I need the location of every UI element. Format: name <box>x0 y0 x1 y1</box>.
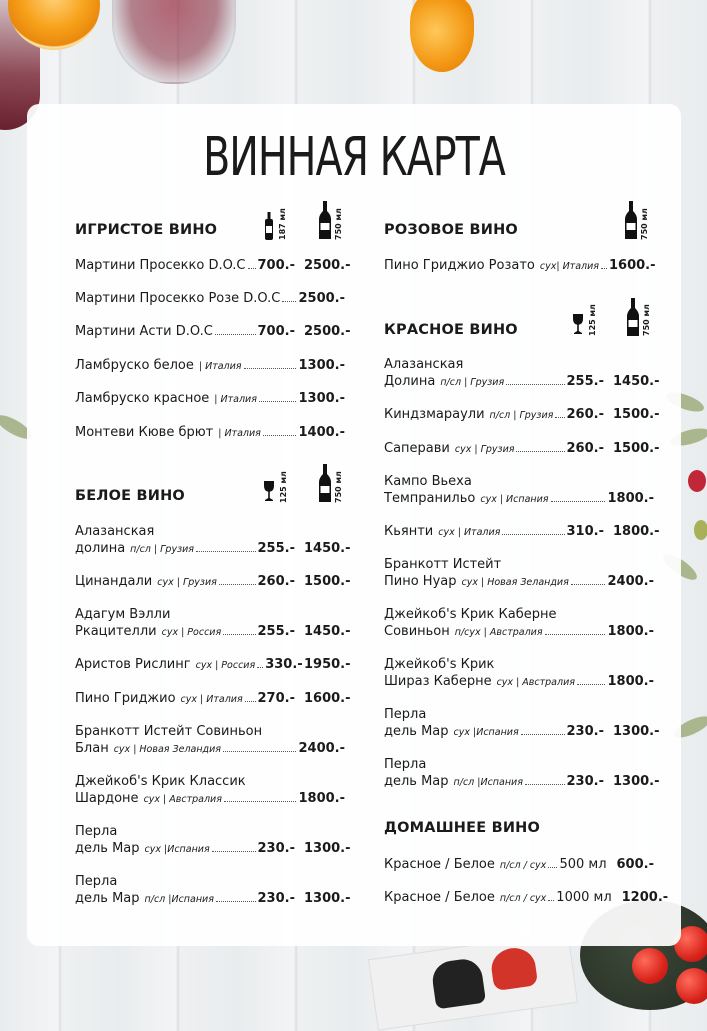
wine-name: долина <box>75 541 126 556</box>
wine-name-line1: Джейкоб's Крик <box>384 657 495 672</box>
dot-leader <box>545 634 606 635</box>
wine-name: Кьянти <box>384 524 434 539</box>
price-bottle: 2400.- <box>298 741 345 756</box>
menu-item <box>384 524 660 539</box>
price-bottle: 2500.- <box>298 291 345 306</box>
col-label-750: 750 мл <box>334 471 343 503</box>
dot-leader <box>248 268 256 269</box>
wine-glass-icon <box>263 481 275 501</box>
wine-bottle-icon <box>319 464 331 502</box>
wine-origin: сух | Испания <box>480 494 549 505</box>
wine-glass-decoration <box>112 0 236 84</box>
wine-name-line1: Бранкотт Истейт <box>384 557 502 572</box>
wine-origin: п/сл / сух <box>499 893 547 904</box>
dot-leader <box>282 301 296 302</box>
price-bottle: 1300.- <box>304 891 351 906</box>
wine-origin: сух | Грузия <box>157 577 217 588</box>
price-glass: 260.- <box>566 441 604 456</box>
dot-leader <box>259 401 297 402</box>
price-bottle: 2400.- <box>607 574 654 589</box>
price-bottle: 1300.- <box>613 724 660 739</box>
dot-leader <box>215 334 256 335</box>
dot-leader <box>212 851 256 852</box>
wine-origin: сух |Испания <box>453 727 519 738</box>
wine-origin: сух | Россия <box>195 660 256 671</box>
wine-name: Цинандали <box>75 574 153 589</box>
price-glass: 255.- <box>566 374 604 389</box>
wine-name-line1: Перла <box>384 707 427 722</box>
dot-leader <box>223 751 296 752</box>
wine-name-line1: Перла <box>384 757 427 772</box>
section-heading-sparkling: ИГРИСТОЕ ВИНО <box>75 222 218 238</box>
dot-leader <box>548 900 554 901</box>
wine-origin: | Италия <box>198 361 242 372</box>
wine-origin: сух | Австралия <box>496 677 575 688</box>
price-glass: 230.- <box>566 774 604 789</box>
menu-item <box>384 258 654 273</box>
dot-leader <box>555 417 564 418</box>
dot-leader <box>516 451 564 452</box>
wine-name: Шардоне <box>75 791 139 806</box>
wine-name: Ламбруско красное <box>75 391 210 406</box>
menu-item <box>75 791 345 806</box>
wine-name: дель Мар <box>75 891 140 906</box>
price-bottle: 1500.- <box>613 441 660 456</box>
wine-name: Шираз Каберне <box>384 674 492 689</box>
menu-item <box>75 841 351 856</box>
wine-name-line1: Перла <box>75 874 118 889</box>
wine-origin: сух | Новая Зеландия <box>461 577 569 588</box>
price-bottle: 1450.- <box>304 541 351 556</box>
dot-leader <box>502 534 564 535</box>
wine-name: Саперави <box>384 441 450 456</box>
wine-origin: сух | Австралия <box>143 794 222 805</box>
wine-bottle-icon <box>627 298 639 336</box>
orange-slice-decoration <box>410 0 474 72</box>
dot-leader <box>224 801 297 802</box>
price-glass: 230.- <box>257 841 295 856</box>
wine-origin: сух | Италия <box>438 527 501 538</box>
wine-origin: сух | Россия <box>161 627 222 638</box>
price-glass: 255.- <box>257 624 295 639</box>
price-bottle: 1450.- <box>613 374 660 389</box>
col-label-750: 750 мл <box>642 304 651 336</box>
dot-leader <box>571 584 606 585</box>
wine-name: Темпранильо <box>384 491 476 506</box>
wine-name-line1: Джейкоб's Крик Классик <box>75 774 246 789</box>
menu-item <box>384 441 660 456</box>
col-label-750: 750 мл <box>334 208 343 240</box>
dot-leader <box>551 501 606 502</box>
wine-origin: п/сл |Испания <box>453 777 523 788</box>
price-glass: 255.- <box>257 541 295 556</box>
wine-origin: п/сл | Грузия <box>130 544 195 555</box>
olive-decoration <box>694 520 707 540</box>
tomato-decoration <box>676 968 707 1004</box>
price-bottle: 1500.- <box>613 407 660 422</box>
section-heading-red: КРАСНОЕ ВИНО <box>384 322 518 338</box>
menu-item <box>75 691 351 706</box>
price-bottle: 2500.- <box>304 324 351 339</box>
wine-origin: п/сл |Испания <box>144 894 214 905</box>
dot-leader <box>216 901 256 902</box>
tomato-decoration <box>632 948 668 984</box>
wine-name: Аристов Рислинг <box>75 657 191 672</box>
menu-item <box>75 657 351 672</box>
price-bottle: 1300.- <box>304 841 351 856</box>
wine-origin: сух | Италия <box>180 694 243 705</box>
wine-origin: | Италия <box>214 394 257 405</box>
bottle-label-decoration <box>368 931 578 1030</box>
dot-leader <box>521 734 565 735</box>
wine-name: Красное / Белое <box>384 890 495 905</box>
dot-leader <box>245 701 256 702</box>
price-bottle: 1400.- <box>298 425 345 440</box>
price-bottle: 1450.- <box>304 624 351 639</box>
price-glass: 230.- <box>566 724 604 739</box>
wine-name: Мартини Просекко Розе D.O.C <box>75 291 281 306</box>
dot-leader <box>577 684 606 685</box>
wine-name-line1: Перла <box>75 824 118 839</box>
wine-origin: п/сух | Австралия <box>454 627 543 638</box>
menu-item <box>384 674 654 689</box>
section-heading-rose: РОЗОВОЕ ВИНО <box>384 222 518 238</box>
price-bottle: 1500.- <box>304 574 351 589</box>
menu-item <box>384 724 660 739</box>
price-bottle: 1600.- <box>609 258 656 273</box>
dot-leader <box>244 368 297 369</box>
menu-item <box>384 574 654 589</box>
wine-name: Монтеви Кюве брют <box>75 425 214 440</box>
wine-glass-icon <box>572 314 584 334</box>
menu-item <box>384 491 654 506</box>
wine-name: дель Мар <box>384 774 449 789</box>
price-glass: 310.- <box>566 524 604 539</box>
col-label-750: 750 мл <box>640 208 649 240</box>
menu-item <box>75 574 351 589</box>
wine-origin: сух | Новая Зеландия <box>113 744 222 755</box>
menu-item <box>75 324 351 339</box>
col-label-125: 125 мл <box>588 304 597 336</box>
wine-name-line1: Джейкоб's Крик Каберне <box>384 607 557 622</box>
price-glass: 260.- <box>566 407 604 422</box>
dot-leader <box>223 634 255 635</box>
wine-origin: п/сл | Грузия <box>489 410 554 421</box>
price-bottle: 1950.- <box>304 657 351 672</box>
menu-item <box>75 425 345 440</box>
wine-name: Ламбруско белое <box>75 358 194 373</box>
wine-name-line1: Бранкотт Истейт Совиньон <box>75 724 263 739</box>
menu-item <box>75 291 345 306</box>
price-bottle: 1600.- <box>304 691 351 706</box>
wine-origin: сух| Италия <box>539 261 599 272</box>
price-bottle: 1800.- <box>607 674 654 689</box>
price-bottle: 600.- <box>616 857 654 872</box>
menu-item <box>384 407 660 422</box>
menu-item <box>75 358 345 373</box>
wine-name-line1: Алазанская <box>75 524 155 539</box>
volume-label: 1000 мл <box>556 890 612 905</box>
price-glass: 700.- <box>257 324 295 339</box>
wine-origin: | Италия <box>218 428 261 439</box>
wine-origin: сух | Грузия <box>454 444 515 455</box>
dot-leader <box>257 667 263 668</box>
price-bottle: 1800.- <box>607 491 654 506</box>
price-glass: 230.- <box>257 891 295 906</box>
col-label-125: 125 мл <box>279 471 288 503</box>
wine-bottle-icon <box>319 201 331 239</box>
price-bottle: 1800.- <box>607 624 654 639</box>
dot-leader <box>525 784 565 785</box>
menu-item <box>384 857 654 872</box>
price-bottle: 2500.- <box>304 258 351 273</box>
price-bottle: 1200.- <box>621 890 669 905</box>
dot-leader <box>219 584 256 585</box>
price-glass: 700.- <box>257 258 295 273</box>
wine-name: Мартини Просекко D.O.C <box>75 258 246 273</box>
dot-leader <box>196 551 256 552</box>
grape-decoration <box>688 470 706 492</box>
dot-leader <box>506 384 564 385</box>
wine-origin: п/сл | Грузия <box>440 377 505 388</box>
wine-name: Пино Нуар <box>384 574 457 589</box>
wine-name: Блан <box>75 741 109 756</box>
menu-item <box>75 624 351 639</box>
dot-leader <box>601 268 607 269</box>
dot-leader <box>548 867 557 868</box>
menu-item <box>75 258 351 273</box>
wine-name-line1: Кампо Вьеха <box>384 474 472 489</box>
price-bottle: 1300.- <box>298 358 345 373</box>
wine-name-line1: Адагум Вэлли <box>75 607 171 622</box>
section-heading-white: БЕЛОЕ ВИНО <box>75 488 185 504</box>
menu-item <box>384 774 660 789</box>
price-bottle: 1300.- <box>298 391 345 406</box>
col-label-187: 187 мл <box>278 208 287 240</box>
price-bottle: 1300.- <box>613 774 660 789</box>
wine-name: Долина <box>384 374 436 389</box>
menu-item <box>75 541 351 556</box>
wine-bottle-icon <box>625 201 637 239</box>
page-title: ВИННАЯ КАРТА <box>203 126 505 189</box>
wine-name: Мартини Асти D.O.C <box>75 324 213 339</box>
menu-item <box>75 891 351 906</box>
wine-name: Совиньон <box>384 624 450 639</box>
dot-leader <box>263 435 297 436</box>
wine-name: Пино Гриджио Розато <box>384 258 535 273</box>
wine-name: Пино Гриджио <box>75 691 176 706</box>
wine-name: Ркацителли <box>75 624 157 639</box>
logo-beard <box>430 957 486 1010</box>
section-heading-house: ДОМАШНЕЕ ВИНО <box>384 820 541 836</box>
volume-label: 500 мл <box>559 857 607 872</box>
menu-item <box>75 741 345 756</box>
price-glass: 270.- <box>257 691 295 706</box>
price-bottle: 1800.- <box>298 791 345 806</box>
price-glass: 330.- <box>265 657 303 672</box>
wine-name: Красное / Белое <box>384 857 495 872</box>
menu-item <box>384 624 654 639</box>
wine-name-line1: Алазанская <box>384 357 464 372</box>
small-bottle-icon <box>264 212 274 240</box>
menu-card <box>27 104 681 946</box>
menu-item <box>384 890 669 905</box>
menu-item <box>384 374 660 389</box>
price-glass: 260.- <box>257 574 295 589</box>
wine-origin: сух |Испания <box>144 844 210 855</box>
wine-name: дель Мар <box>384 724 449 739</box>
wine-name: Киндзмараули <box>384 407 485 422</box>
wine-origin: п/сл / сух <box>499 860 547 871</box>
logo-hat <box>489 945 538 991</box>
price-bottle: 1800.- <box>613 524 660 539</box>
menu-item <box>75 391 345 406</box>
wine-name: дель Мар <box>75 841 140 856</box>
